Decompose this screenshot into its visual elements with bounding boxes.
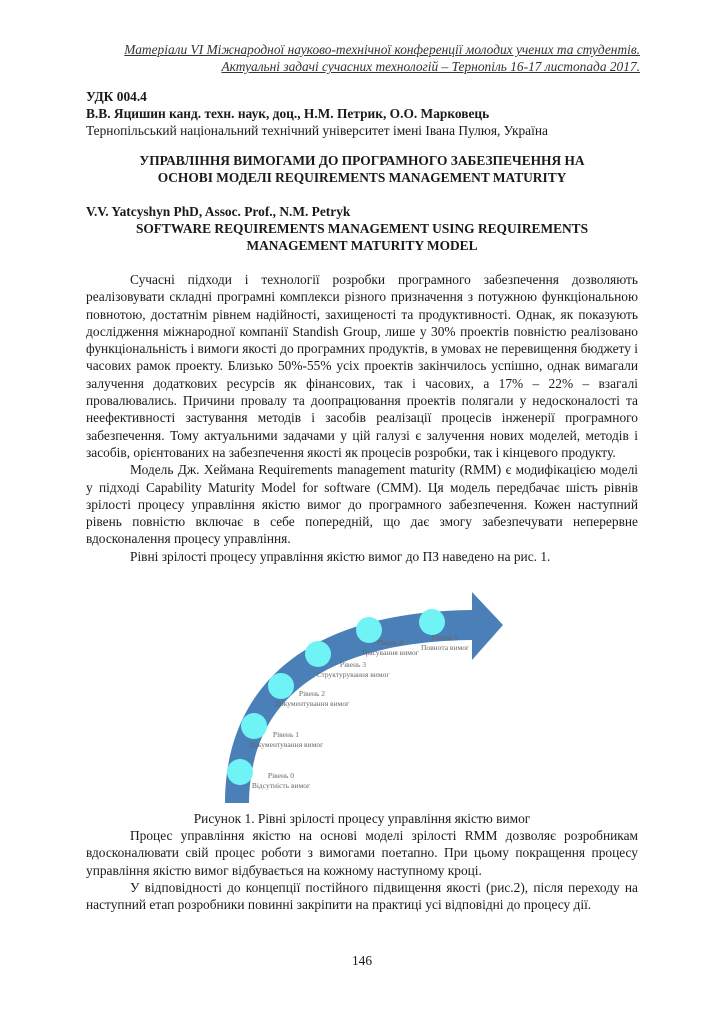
paragraph-4: Процес управління якістю на основі моделі зрілості RMM дозволяє розробникам вдосконалювати свій процес роботи з вимогами поетапно. При цьому покращення процесу управління якістю вимог відбувається на кожному наступному кроці. <box>86 828 638 878</box>
level-3-name: Структурування вимог <box>316 670 390 679</box>
level-5-label: Рівень 5 <box>431 633 459 642</box>
level-0-name: Відсутність вимог <box>251 781 311 790</box>
title-ua-line2: ОСНОВІ МОДЕЛІ REQUIREMENTS MANAGEMENT MATURITY <box>157 170 567 185</box>
paragraph-2: Модель Дж. Хеймана Requirements management maturity (RMM) є модифікацією моделі у підході Capability Maturity Model for software (CMM). Ця модель передбачає шість рівнів зрілості процесу управління якістю вимог до програмного забезпечення. Кожен наступний рівень повністю включає в себе попередній, що дає змогу забезпечувати неперервне вдосконалення процесу управління. <box>86 462 638 547</box>
level-1-name: Документування вимог <box>248 740 324 749</box>
affiliation: Тернопільський національний технічний університет імені Івана Пулюя, Україна <box>86 123 548 138</box>
title-en-line1: SOFTWARE REQUIREMENTS MANAGEMENT USING REQUIREMENTS <box>135 221 589 236</box>
level-0-label: Рівень 0 <box>267 771 295 780</box>
level-4-label: Рівень 4 <box>376 638 404 647</box>
page-number: 146 <box>351 953 373 968</box>
level-3-label: Рівень 3 <box>339 660 367 669</box>
authors-en: V.V. Yatcyshyn PhD, Assoc. Prof., N.M. Petryk <box>86 204 351 219</box>
paragraph-5: У відповідності до концепції постійного підвищення якості (рис.2), після переходу на наступний етап розробники повинні закріпити на практиці усі відповідні до процесу дії. <box>86 879 638 913</box>
body-block-2 <box>86 827 638 913</box>
level-2-circle <box>268 673 294 699</box>
level-5-circle <box>419 609 445 635</box>
level-1-circle <box>241 713 267 739</box>
running-header-line2: Актуальні задачі сучасних технологій – Тернопіль 16-17 листопада 2017. <box>221 59 640 74</box>
title-ua-line1: УПРАВЛІННЯ ВИМОГАМИ ДО ПРОГРАМНОГО ЗАБЕЗПЕЧЕННЯ НА <box>139 153 585 168</box>
udc-code: УДК 004.4 <box>86 89 147 104</box>
level-0-circle <box>227 759 253 785</box>
level-3-circle <box>305 641 331 667</box>
figure-caption: Рисунок 1. Рівні зрілості процесу управління якістю вимог <box>193 811 531 826</box>
paragraph-1: Сучасні підходи і технології розробки програмного забезпечення дозволяють реалізовувати складні програмні комплекси різного призначення з потужною функціональною повнотою, достатнім рівнем надійності, захищеності та продуктивності. Однак, як показують дослідження міжнародної компанії Standish Group, лише у 30% проектів повністю реалізовано функціональність і вимоги якості до програмних продуктів, в умовах не перевищення бюджету і часових рамок проекту. Близько 50%-55% усіх проектів закінчилось успішно, однак вимагали залучення додаткових ресурсів як фінансових, так і часових, а 17% – 22% – взагалі провалювались. Причини провалу та доопрацювання проектів полягали у недосконалості та неефективності застування методів і засобів реалізації процесів інженерії програмного забезпечення. Тому актуальними задачами у цій галузі є залучення нових моделей, методів і засобів, орієнтованих на забезпечення якості як процесів розробки, так і кінцевого продукту. <box>86 272 638 460</box>
level-2-label: Рівень 2 <box>298 689 326 698</box>
title-en-line2: MANAGEMENT MATURITY MODEL <box>246 238 478 253</box>
authors-ua: В.В. Яцишин канд. техн. наук, доц., Н.М. Петрик, О.О. Марковець <box>86 106 490 121</box>
level-1-label: Рівень 1 <box>272 730 300 739</box>
level-5-name: Повнота вимог <box>420 643 470 652</box>
level-2-name: Документування вимог <box>274 699 350 708</box>
running-header-line1: Матеріали VI Міжнародної науково-технічної конференції молодих учених та студентів. <box>124 42 640 57</box>
level-4-name: Трасування вимог <box>361 648 419 657</box>
paragraph-3: Рівні зрілості процесу управління якістю вимог до ПЗ наведено на рис. 1. <box>130 548 551 564</box>
